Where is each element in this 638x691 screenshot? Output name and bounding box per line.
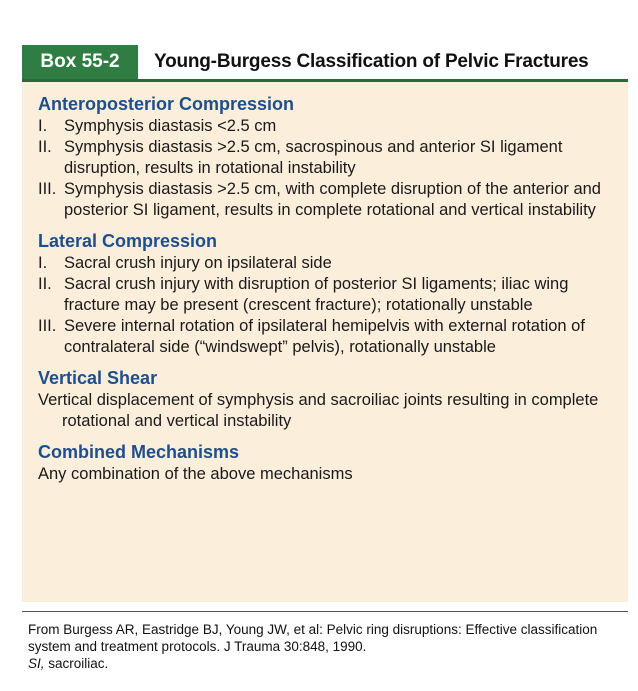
abbr-term: SI, bbox=[28, 656, 45, 671]
section-lateral-compression bbox=[38, 231, 618, 358]
box-55-2 bbox=[22, 43, 628, 602]
item-numeral: II. bbox=[38, 138, 52, 156]
footnote-abbreviation bbox=[28, 655, 628, 672]
section-text: Any combination of the above mechanisms bbox=[38, 465, 353, 483]
item-numeral: II. bbox=[38, 275, 52, 293]
list-item bbox=[38, 137, 618, 179]
item-numeral: III. bbox=[38, 180, 57, 198]
section-heading: Lateral Compression bbox=[38, 231, 218, 251]
box-header bbox=[22, 43, 628, 82]
section-text: Vertical displacement of symphysis and sacroiliac joints resulting in complete rotational and vertical instability bbox=[38, 391, 599, 430]
section-vertical-shear bbox=[38, 368, 618, 432]
item-numeral: I. bbox=[38, 254, 48, 272]
section-combined-mechanisms bbox=[38, 442, 618, 485]
list-item bbox=[38, 316, 618, 358]
list-item bbox=[38, 116, 618, 137]
box-label: Box 55-2 bbox=[22, 45, 138, 79]
footnote bbox=[28, 621, 628, 672]
section-anteroposterior-compression bbox=[38, 94, 618, 221]
box-body bbox=[22, 82, 628, 602]
list-item bbox=[38, 179, 618, 221]
box-title: Young-Burgess Classification of Pelvic Fractures bbox=[154, 51, 589, 72]
section-heading: Vertical Shear bbox=[38, 368, 158, 388]
section-heading: Anteroposterior Compression bbox=[38, 94, 295, 114]
list-item bbox=[38, 274, 618, 316]
item-text: Sacral crush injury on ipsilateral side bbox=[64, 254, 332, 272]
footnote-divider bbox=[22, 611, 628, 612]
section-heading: Combined Mechanisms bbox=[38, 442, 240, 462]
item-numeral: III. bbox=[38, 317, 57, 335]
item-text: Symphysis diastasis >2.5 cm, with complete disruption of the anterior and posterior SI ligament, results in complete rotational and vertical instability bbox=[64, 180, 601, 219]
footnote-source: From Burgess AR, Eastridge BJ, Young JW, et al: Pelvic ring disruptions: Effective classification system and treatment protocols. J Trauma 30:848, 1990. bbox=[28, 622, 598, 654]
item-text: Sacral crush injury with disruption of posterior SI ligaments; iliac wing fracture may be present (crescent fracture); rotationally unstable bbox=[64, 275, 569, 314]
item-text: Symphysis diastasis <2.5 cm bbox=[64, 117, 277, 135]
item-numeral: I. bbox=[38, 117, 48, 135]
item-text: Severe internal rotation of ipsilateral hemipelvis with external rotation of contralateral side (“windswept” pelvis), rotationally unstable bbox=[64, 317, 585, 356]
item-text: Symphysis diastasis >2.5 cm, sacrospinous and anterior SI ligament disruption, results in rotational instability bbox=[64, 138, 563, 177]
list-item bbox=[38, 253, 618, 274]
abbr-definition: sacroiliac. bbox=[44, 656, 109, 671]
